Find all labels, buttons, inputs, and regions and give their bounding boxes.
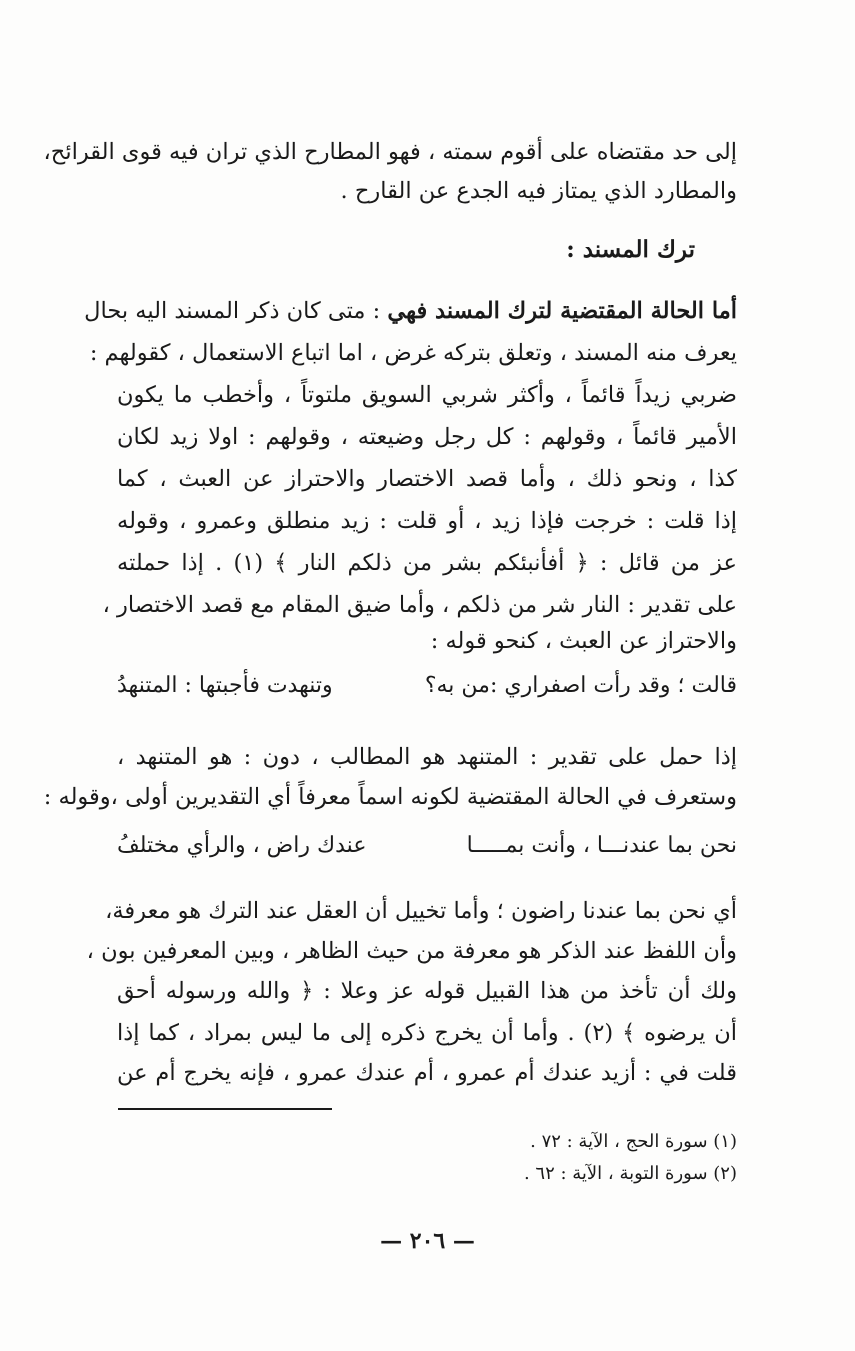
body-line: إذا قلت : خرجت فإذا زيد ، أو قلت : زيد منطلق وعمرو ، وقوله xyxy=(117,508,737,534)
body-line: وأن اللفظ عند الذكر هو معرفة من حيث الظاهر ، وبين المعرفين بون ، xyxy=(86,938,737,964)
para-lead-rest: : متى كان ذكر المسند اليه بحال xyxy=(84,298,388,324)
verse-hemistich: قالت ؛ وقد رأت اصفراري :من به؟ xyxy=(424,673,737,698)
body-line: الأمير قائماً ، وقولهم : كل رجل وضيعته ، وقولهم : اولا زيد لكان xyxy=(117,424,737,450)
body-line: والمطارد الذي يمتاز فيه الجدع عن القارح . xyxy=(340,178,737,204)
body-line: ضربي زيداً قائماً ، وأكثر شربي السويق ملتوتاً ، وأخطب ما يكون xyxy=(117,382,737,408)
section-heading: ترك المسند : xyxy=(566,236,695,263)
footnote: (١) سورة الحج ، الآية : ٧٢ . xyxy=(530,1131,737,1152)
body-line: أي نحن بما عندنا راضون ؛ وأما تخييل أن العقل عند الترك هو معرفة، xyxy=(105,898,737,924)
body-line: أن يرضوه ﴾ (٢) . وأما أن يخرج ذكره إلى ما ليس بمراد ، كما إذا xyxy=(117,1020,737,1046)
poetry-verse xyxy=(117,666,737,706)
footnote-divider xyxy=(118,1108,332,1110)
body-line: إلى حد مقتضاه على أقوم سمته ، فهو المطارح الذي تران فيه قوى القرائح، xyxy=(43,139,737,165)
verse-hemistich: عندك راض ، والرأي مختلفُ xyxy=(117,833,367,858)
body-line: عز من قائل : ﴿ أفأنبئكم بشر من ذلكم النار ﴾ (١) . إذا حملته xyxy=(117,550,737,576)
para-lead-bold: أما الحالة المقتضية لترك المسند فهي xyxy=(387,298,737,324)
verse-hemistich: وتنهدت فأجبتها : المتنهدُ xyxy=(117,673,333,698)
body-line: والاحتراز عن العبث ، كنحو قوله : xyxy=(430,628,737,654)
body-line: ولك أن تأخذ من هذا القبيل قوله عز وعلا : ﴿ والله ورسوله أحق xyxy=(117,978,737,1004)
body-line: على تقدير : النار شر من ذلكم ، وأما ضيق المقام مع قصد الاختصار ، xyxy=(102,592,737,618)
verse-hemistich: نحن بما عندنـــا ، وأنت بمـــــا xyxy=(466,833,737,858)
poetry-verse xyxy=(117,826,737,866)
body-line: قلت في : أزيد عندك أم عمرو ، أم عندك عمرو ، فإنه يخرج أم عن xyxy=(117,1060,737,1086)
footnote: (٢) سورة التوبة ، الآية : ٦٢ . xyxy=(523,1163,737,1184)
body-line: وستعرف في الحالة المقتضية لكونه اسماً معرفاً أي التقديرين أولى ،وقوله : xyxy=(43,784,737,810)
body-line: كذا ، ونحو ذلك ، وأما قصد الاختصار والاحتراز عن العبث ، كما xyxy=(117,466,737,492)
page-number: — ٢٠٦ — xyxy=(380,1228,475,1254)
para-lead-line xyxy=(84,292,737,330)
body-line: يعرف منه المسند ، وتعلق بتركه غرض ، اما اتباع الاستعمال ، كقولهم : xyxy=(89,340,737,366)
body-line: إذا حمل على تقدير : المتنهد هو المطالب ، دون : هو المتنهد ، xyxy=(117,744,737,770)
